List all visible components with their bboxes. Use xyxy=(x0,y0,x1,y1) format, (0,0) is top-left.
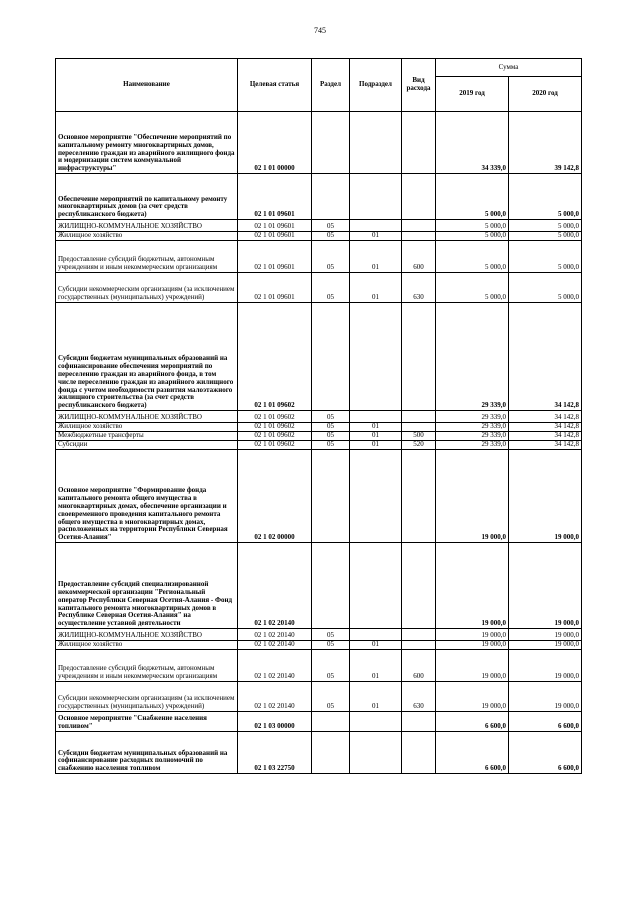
cell-target: 02 1 01 09601 xyxy=(238,220,312,232)
cell-expense-type xyxy=(402,629,436,641)
header-expense-type: Вид расхода xyxy=(402,59,436,112)
cell-section: 05 xyxy=(312,232,350,241)
cell-subsection: 01 xyxy=(350,641,402,650)
cell-subsection: 01 xyxy=(350,432,402,441)
cell-subsection xyxy=(350,174,402,220)
cell-2019: 5 000,0 xyxy=(436,220,509,232)
cell-section: 05 xyxy=(312,241,350,273)
cell-2020: 34 142,8 xyxy=(509,423,582,432)
cell-2019: 19 000,0 xyxy=(436,641,509,650)
header-subsection: Подраздел xyxy=(350,59,402,112)
cell-2019: 34 339,0 xyxy=(436,112,509,174)
cell-name: Основное мероприятие "Снабжение населения топливом" xyxy=(56,712,238,732)
cell-target: 02 1 01 09602 xyxy=(238,303,312,411)
cell-target: 02 1 01 00000 xyxy=(238,112,312,174)
cell-section: 05 xyxy=(312,629,350,641)
cell-section xyxy=(312,712,350,732)
cell-2020: 5 000,0 xyxy=(509,273,582,303)
cell-section: 05 xyxy=(312,220,350,232)
cell-target: 02 1 01 09602 xyxy=(238,441,312,450)
header-sum: Сумма xyxy=(436,59,582,77)
cell-2019: 19 000,0 xyxy=(436,650,509,682)
cell-target: 02 1 03 22750 xyxy=(238,732,312,774)
table-row xyxy=(56,303,582,411)
cell-2020: 5 000,0 xyxy=(509,174,582,220)
cell-2020: 34 142,8 xyxy=(509,411,582,423)
cell-expense-type xyxy=(402,423,436,432)
cell-expense-type: 520 xyxy=(402,441,436,450)
cell-subsection: 01 xyxy=(350,273,402,303)
cell-target: 02 1 02 20140 xyxy=(238,629,312,641)
cell-section: 05 xyxy=(312,432,350,441)
cell-section: 05 xyxy=(312,441,350,450)
page-number: 745 xyxy=(314,26,326,35)
cell-2020: 6 600,0 xyxy=(509,712,582,732)
cell-2019: 19 000,0 xyxy=(436,682,509,712)
table-row xyxy=(56,174,582,220)
cell-subsection: 01 xyxy=(350,232,402,241)
cell-section: 05 xyxy=(312,273,350,303)
cell-section: 05 xyxy=(312,650,350,682)
table-row xyxy=(56,273,582,303)
header-name: Наименование xyxy=(56,59,238,112)
cell-expense-type xyxy=(402,641,436,650)
cell-name: Основное мероприятие "Формирование фонда капитального ремонта общего имущества в многоквартирных домах, обеспечение организации и своевременного проведения капитального ремонта общего имущества в многоквартирных домах, расположенных на территории Республики Северная Осетия-Алания" xyxy=(56,450,238,543)
cell-section xyxy=(312,112,350,174)
header-section: Раздел xyxy=(312,59,350,112)
cell-name: Субсидии некоммерческим организациям (за исключением государственных (муниципальных) учреждений) xyxy=(56,273,238,303)
cell-section: 05 xyxy=(312,682,350,712)
cell-2019: 6 600,0 xyxy=(436,732,509,774)
table-row xyxy=(56,682,582,712)
table-row xyxy=(56,543,582,629)
table-row xyxy=(56,650,582,682)
cell-expense-type: 500 xyxy=(402,432,436,441)
cell-name: Обеспечение мероприятий по капитальному ремонту многоквартирных домов (за счет средств республиканского бюджета) xyxy=(56,174,238,220)
header-2020: 2020 год xyxy=(509,77,582,112)
table-row xyxy=(56,450,582,543)
cell-expense-type xyxy=(402,303,436,411)
cell-2020: 19 000,0 xyxy=(509,641,582,650)
cell-subsection: 01 xyxy=(350,441,402,450)
cell-2019: 29 339,0 xyxy=(436,432,509,441)
cell-subsection xyxy=(350,411,402,423)
cell-target: 02 1 01 09601 xyxy=(238,174,312,220)
cell-section: 05 xyxy=(312,641,350,650)
cell-2020: 34 142,8 xyxy=(509,432,582,441)
cell-name: Субсидии xyxy=(56,441,238,450)
cell-2019: 19 000,0 xyxy=(436,450,509,543)
cell-2020: 19 000,0 xyxy=(509,543,582,629)
cell-section xyxy=(312,303,350,411)
table-row xyxy=(56,220,582,232)
cell-2020: 19 000,0 xyxy=(509,629,582,641)
cell-subsection xyxy=(350,112,402,174)
cell-target: 02 1 01 09602 xyxy=(238,432,312,441)
cell-target: 02 1 01 09602 xyxy=(238,411,312,423)
cell-subsection xyxy=(350,732,402,774)
cell-subsection xyxy=(350,220,402,232)
cell-target: 02 1 01 09602 xyxy=(238,423,312,432)
cell-expense-type: 600 xyxy=(402,241,436,273)
cell-name: Предоставление субсидий бюджетным, автономным учреждениям и иным некоммерческим организациям xyxy=(56,241,238,273)
cell-target: 02 1 02 20140 xyxy=(238,682,312,712)
cell-2020: 19 000,0 xyxy=(509,682,582,712)
cell-subsection: 01 xyxy=(350,650,402,682)
cell-subsection: 01 xyxy=(350,241,402,273)
cell-name: Предоставление субсидий бюджетным, автономным учреждениям и иным некоммерческим организациям xyxy=(56,650,238,682)
cell-expense-type: 600 xyxy=(402,650,436,682)
cell-2020: 19 000,0 xyxy=(509,450,582,543)
table-row xyxy=(56,641,582,650)
cell-name: Жилищное хозяйство xyxy=(56,423,238,432)
budget-table xyxy=(55,58,582,774)
cell-expense-type: 630 xyxy=(402,682,436,712)
table-row xyxy=(56,629,582,641)
table-row xyxy=(56,232,582,241)
cell-2020: 5 000,0 xyxy=(509,241,582,273)
cell-subsection xyxy=(350,450,402,543)
cell-name: Субсидии некоммерческим организациям (за исключением государственных (муниципальных) учреждений) xyxy=(56,682,238,712)
header-2019: 2019 год xyxy=(436,77,509,112)
cell-2019: 19 000,0 xyxy=(436,629,509,641)
cell-expense-type xyxy=(402,712,436,732)
cell-2019: 5 000,0 xyxy=(436,273,509,303)
cell-section: 05 xyxy=(312,423,350,432)
cell-subsection: 01 xyxy=(350,682,402,712)
cell-name: Предоставление субсидий специализированной некоммерческой организации "Региональный оператор Республики Северная Осетия-Алания - Фонд капитального ремонта многоквартирных домов в Республике Северная Осетия-Алания" на осуществление уставной деятельности xyxy=(56,543,238,629)
table-row xyxy=(56,712,582,732)
cell-2019: 19 000,0 xyxy=(436,543,509,629)
cell-2019: 5 000,0 xyxy=(436,174,509,220)
cell-target: 02 1 03 00000 xyxy=(238,712,312,732)
cell-subsection xyxy=(350,712,402,732)
cell-name: Межбюджетные трансферты xyxy=(56,432,238,441)
cell-name: Жилищное хозяйство xyxy=(56,232,238,241)
cell-name: ЖИЛИЩНО-КОММУНАЛЬНОЕ ХОЗЯЙСТВО xyxy=(56,411,238,423)
header-target: Целевая статья xyxy=(238,59,312,112)
cell-2020: 19 000,0 xyxy=(509,650,582,682)
cell-expense-type xyxy=(402,174,436,220)
cell-2019: 5 000,0 xyxy=(436,241,509,273)
table-row xyxy=(56,432,582,441)
cell-section: 05 xyxy=(312,411,350,423)
cell-2019: 5 000,0 xyxy=(436,232,509,241)
cell-target: 02 1 02 20140 xyxy=(238,641,312,650)
cell-expense-type xyxy=(402,732,436,774)
cell-target: 02 1 01 09601 xyxy=(238,273,312,303)
cell-section xyxy=(312,543,350,629)
cell-section xyxy=(312,732,350,774)
cell-expense-type xyxy=(402,411,436,423)
cell-expense-type xyxy=(402,450,436,543)
cell-name: ЖИЛИЩНО-КОММУНАЛЬНОЕ ХОЗЯЙСТВО xyxy=(56,629,238,641)
table-row xyxy=(56,441,582,450)
table-row xyxy=(56,411,582,423)
cell-name: Субсидии бюджетам муниципальных образований на софинансирование расходных полномочий по снабжению населения топливом xyxy=(56,732,238,774)
table-row xyxy=(56,241,582,273)
cell-2020: 5 000,0 xyxy=(509,220,582,232)
cell-subsection xyxy=(350,629,402,641)
cell-expense-type: 630 xyxy=(402,273,436,303)
cell-subsection: 01 xyxy=(350,423,402,432)
cell-2020: 34 142,8 xyxy=(509,441,582,450)
cell-2019: 6 600,0 xyxy=(436,712,509,732)
cell-name: Жилищное хозяйство xyxy=(56,641,238,650)
cell-target: 02 1 01 09601 xyxy=(238,241,312,273)
cell-target: 02 1 02 20140 xyxy=(238,650,312,682)
cell-2020: 34 142,8 xyxy=(509,303,582,411)
cell-section xyxy=(312,174,350,220)
cell-target: 02 1 02 20140 xyxy=(238,543,312,629)
cell-subsection xyxy=(350,303,402,411)
cell-subsection xyxy=(350,543,402,629)
cell-section xyxy=(312,450,350,543)
cell-target: 02 1 01 09601 xyxy=(238,232,312,241)
cell-expense-type xyxy=(402,232,436,241)
cell-2019: 29 339,0 xyxy=(436,303,509,411)
cell-expense-type xyxy=(402,112,436,174)
cell-2019: 29 339,0 xyxy=(436,441,509,450)
cell-target: 02 1 02 00000 xyxy=(238,450,312,543)
cell-name: Основное мероприятие "Обеспечение мероприятий по капитальному ремонту многоквартирных домов, переселению граждан из аварийного жилищного фонда и модернизации систем коммунальной инфраструктуры" xyxy=(56,112,238,174)
table-row xyxy=(56,423,582,432)
cell-2020: 6 600,0 xyxy=(509,732,582,774)
cell-2019: 29 339,0 xyxy=(436,411,509,423)
table-row xyxy=(56,732,582,774)
cell-name: Субсидии бюджетам муниципальных образований на софинансирование обеспечения мероприятий по переселению граждан из аварийного фонда, в том числе переселению граждан из аварийного жилищного фонда с учетом необходимости развития малоэтажного жилищного строительства (за счет средств республиканского бюджета) xyxy=(56,303,238,411)
cell-name: ЖИЛИЩНО-КОММУНАЛЬНОЕ ХОЗЯЙСТВО xyxy=(56,220,238,232)
table-row xyxy=(56,112,582,174)
cell-2020: 39 142,8 xyxy=(509,112,582,174)
cell-2020: 5 000,0 xyxy=(509,232,582,241)
cell-expense-type xyxy=(402,220,436,232)
cell-2019: 29 339,0 xyxy=(436,423,509,432)
cell-expense-type xyxy=(402,543,436,629)
